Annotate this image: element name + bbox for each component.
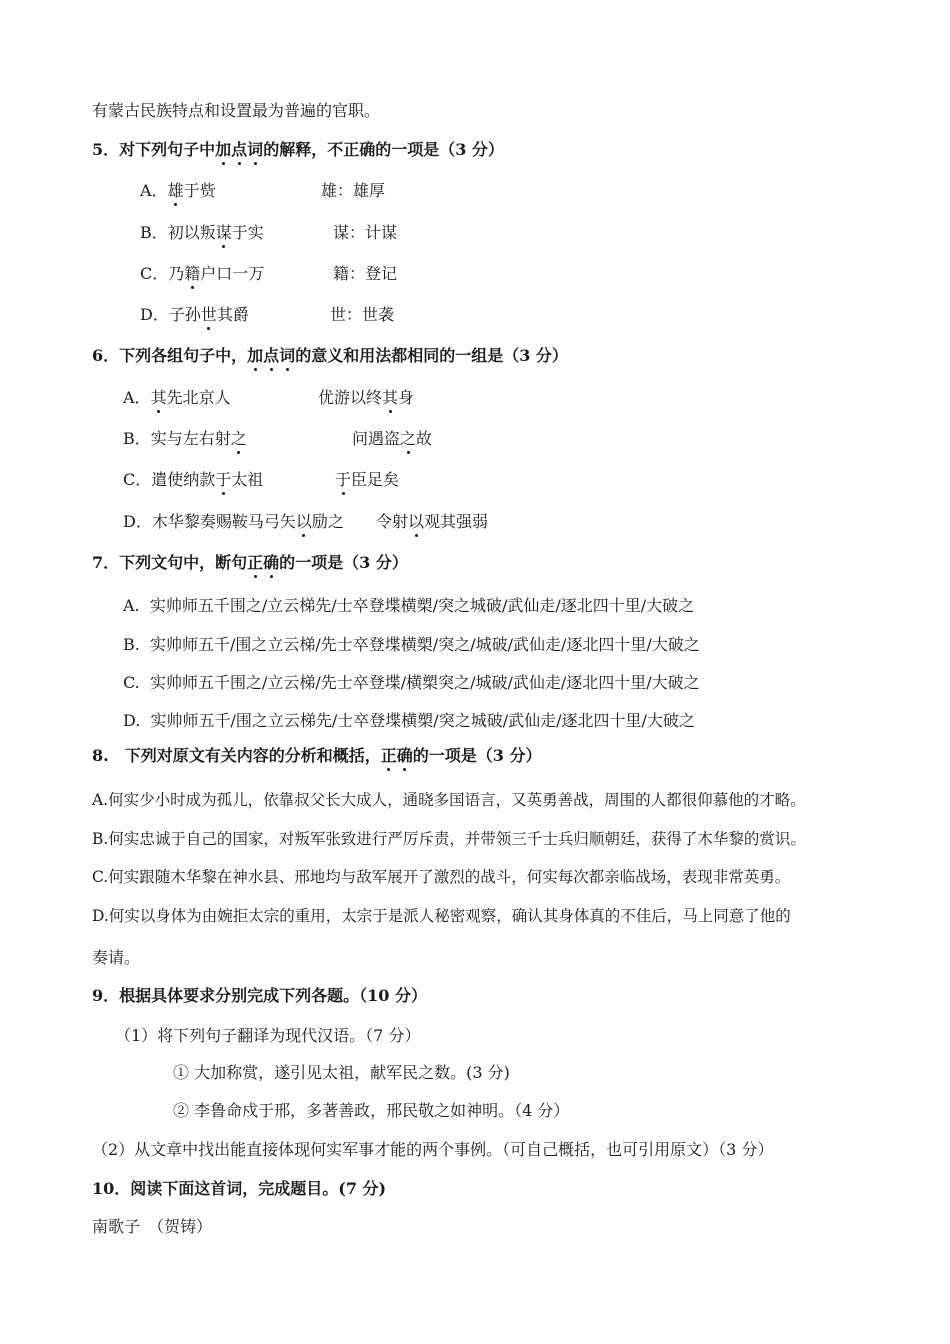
option-text: 先北京人	[166, 388, 231, 407]
option-text: 遣使纳款	[151, 470, 216, 489]
emphasized-char: 籍	[184, 264, 201, 283]
q5-emph-3: 词	[247, 140, 264, 159]
option-text: 其爵	[216, 305, 249, 324]
q6-option-b-left	[123, 429, 247, 449]
option-text: 乃	[168, 264, 185, 283]
option-text: 优游以终	[318, 388, 383, 407]
q9-sentence-1: ① 大加称赏，遂引见太祖，献军民之数。(3 分)	[173, 1063, 510, 1082]
q5-option-b	[140, 223, 264, 243]
q6-option-b-right	[352, 429, 432, 449]
q8-option-a: A.何实少小时成为孤儿，依靠叔父长大成人，通晓多国语言，又英勇善战，周围的人都很仰慕他的才略。	[92, 791, 806, 809]
q8-option-d: D.何实以身体为由婉拒太宗的重用，太宗于是派人秘密观察，确认其身体真的不佳后，马上同意了他的	[92, 907, 791, 925]
q9-sub-2: （2）从文章中找出能直接体现何实军事才能的两个事例。（可自己概括，也可引用原文）（3 分）	[92, 1140, 774, 1159]
q5-gloss-a: 雄：雄厚	[321, 181, 386, 200]
option-text: 令射	[376, 512, 409, 531]
q7-emph-1: 正	[247, 553, 264, 572]
q7-option-a	[123, 596, 694, 616]
q6-option-c-left	[123, 470, 263, 490]
q8-emph-1: 正	[380, 746, 397, 765]
option-text: 子孙	[168, 305, 201, 324]
q6-option-a-left	[123, 388, 231, 408]
q7-option-b	[123, 635, 700, 655]
q6-stem-b: 的意义和用法都相同的一组是（3 分）	[295, 346, 568, 365]
q9-sentence-2: ② 李鲁命戍于邢，多著善政，邢民敬之如神明。（4 分）	[173, 1101, 570, 1120]
emphasized-char: 之	[400, 429, 417, 448]
option-text: 于实	[231, 223, 264, 242]
emphasized-char: 谋	[215, 223, 232, 242]
q6-option-a-right	[318, 388, 414, 408]
intro-text: 有蒙古民族特点和设置最为普遍的官职。	[92, 101, 381, 120]
q6-emph-3: 词	[279, 346, 296, 365]
emphasized-char: 以	[295, 512, 312, 531]
option-text: 实帅师五千围之/立云梯先/士卒登堞横槊/突之城破/武仙走/逐北四十里/大破之	[149, 596, 695, 615]
option-text: 观其强弱	[424, 512, 489, 531]
option-text: 木华黎奏赐鞍马弓矢	[151, 512, 296, 531]
question-6-stem	[92, 346, 568, 366]
question-8-stem	[92, 746, 541, 766]
option-label: C．	[123, 470, 152, 489]
question-10-stem: 10．阅读下面这首词，完成题目。(7 分)	[92, 1179, 387, 1198]
option-text: 初以叛	[167, 223, 216, 242]
option-text: 太祖	[231, 470, 264, 489]
q5-option-c	[140, 264, 264, 284]
option-text: 于赀	[183, 181, 216, 200]
option-label: A．	[123, 388, 151, 407]
option-label: C．	[140, 264, 169, 283]
emphasized-char: 于	[215, 470, 232, 489]
option-text: 臣足矣	[351, 470, 400, 489]
option-text: 实与左右射	[150, 429, 231, 448]
q5-option-a	[140, 181, 216, 201]
option-text: 实帅师五千/围之立云梯/先士卒登堞横槊/突之/城破/武仙走/逐北四十里/大破之	[150, 635, 700, 654]
q7-emph-2: 确	[263, 553, 280, 572]
q7-option-d	[123, 711, 695, 731]
emphasized-char: 以	[408, 512, 425, 531]
option-text: 户口一万	[200, 264, 265, 283]
option-label: C.	[123, 673, 140, 692]
q8-stem-a: 8. 下列对原文有关内容的分析和概括，	[92, 746, 381, 765]
q7-option-c	[123, 673, 700, 693]
option-text: 问遇盗	[352, 429, 401, 448]
q7-stem-a: 7．下列文句中，断句	[92, 553, 248, 572]
option-label: B．	[123, 429, 151, 448]
q8-emph-2: 确	[396, 746, 413, 765]
option-text: 故	[416, 429, 433, 448]
emphasized-char: 雄	[167, 181, 184, 200]
question-7-stem	[92, 553, 408, 573]
option-text: 实帅师五千围之/立云梯/先士卒登堞/横槊突之/城破/武仙走/逐北四十里/大破之	[149, 673, 700, 692]
q6-emph-2: 点	[263, 346, 280, 365]
question-9-stem: 9．根据具体要求分别完成下列各题。（10 分）	[92, 986, 427, 1005]
q6-emph-1: 加	[247, 346, 264, 365]
option-label: D．	[140, 305, 169, 324]
option-text: 励之	[311, 512, 344, 531]
q8-option-c: C.何实跟随木华黎在神水县、邢地均与敌军展开了激烈的战斗，何实每次都亲临战场，表现非常英勇。	[92, 868, 791, 886]
option-label: D．	[123, 512, 152, 531]
q6-option-d-right	[376, 512, 488, 532]
emphasized-char: 其	[150, 388, 167, 407]
option-label: A.	[123, 596, 140, 615]
question-5-stem	[92, 140, 504, 160]
q5-emph-1: 加	[215, 140, 232, 159]
option-label: B．	[140, 223, 168, 242]
option-label: B.	[123, 635, 140, 654]
q6-stem-a: 6．下列各组句子中，	[92, 346, 248, 365]
q7-stem-b: 的一项是（3 分）	[279, 553, 408, 572]
q5-stem-b: 的解释，不正确的一项是（3 分）	[263, 140, 504, 159]
emphasized-char: 其	[382, 388, 399, 407]
q5-gloss-c: 籍：登记	[333, 264, 398, 283]
q9-sub-1: （1）将下列句子翻译为现代汉语。（7 分）	[115, 1026, 421, 1045]
q8-stem-b: 的一项是（3 分）	[412, 746, 542, 765]
q5-gloss-b: 谋：计谋	[333, 223, 398, 242]
q8-option-d-cont: 奏请。	[92, 948, 141, 967]
emphasized-char: 世	[200, 305, 217, 324]
q5-gloss-d: 世：世袭	[330, 305, 395, 324]
option-text: 实帅师五千/围之立云梯先/士卒登堞横槊/突之城破/武仙走/逐北四十里/大破之	[150, 711, 695, 730]
q6-option-d-left	[123, 512, 344, 532]
q8-option-b: B.何实忠诚于自己的国家，对叛军张致进行严厉斥责，并带领三千士兵归顺朝廷，获得了木华黎的赏识。	[92, 830, 806, 848]
q5-emph-2: 点	[231, 140, 248, 159]
q5-stem-a: 5．对下列句子中	[92, 140, 216, 159]
q6-option-c-right	[335, 470, 399, 490]
q5-option-d	[140, 305, 249, 325]
option-label: D.	[123, 711, 141, 730]
emphasized-char: 之	[230, 429, 247, 448]
option-text: 身	[398, 388, 415, 407]
poem-title: 南歌子 （贺铸）	[92, 1217, 213, 1236]
emphasized-char: 于	[335, 470, 352, 489]
option-label: A．	[140, 181, 168, 200]
